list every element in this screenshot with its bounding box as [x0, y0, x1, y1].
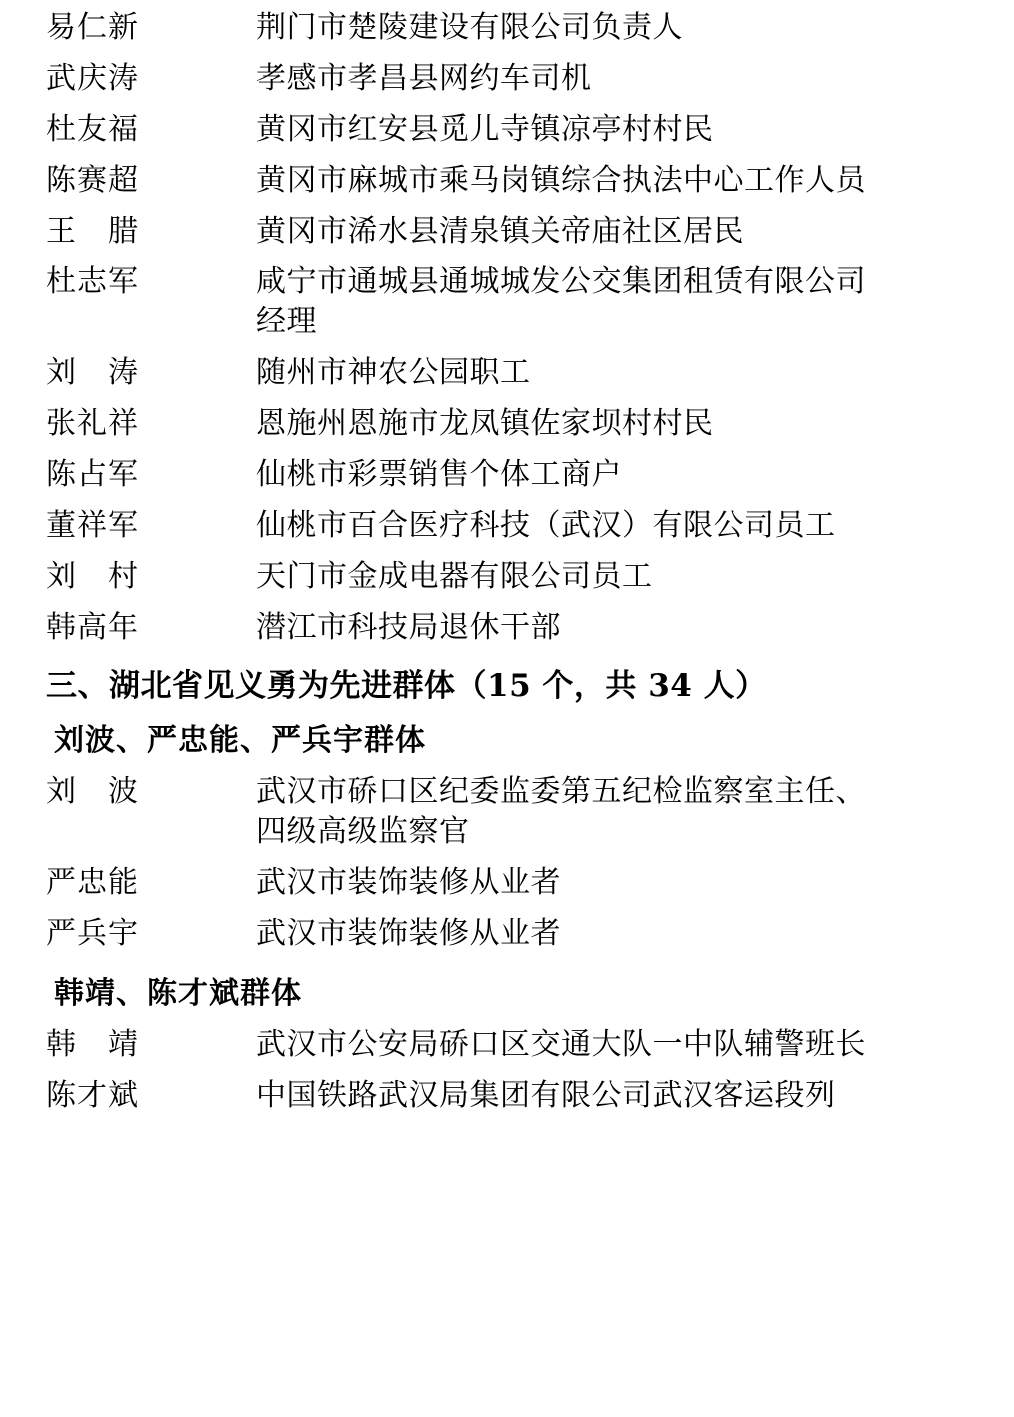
group-block — [46, 721, 968, 953]
group-heading: 刘波、严忠能、严兵宇群体 — [54, 723, 426, 759]
honoree-name: 陈赛超 — [46, 162, 139, 198]
honoree-name: 陈占军 — [46, 457, 139, 493]
honoree-name: 武庆涛 — [46, 60, 139, 96]
honoree-name: 韩高年 — [46, 609, 139, 645]
honoree-name: 陈才斌 — [46, 1077, 139, 1113]
list-item — [46, 914, 968, 954]
desc-line: 黄冈市浠水县清泉镇关帝庙社区居民 — [256, 213, 744, 249]
desc-line: 黄冈市麻城市乘马岗镇综合执法中心工作人员 — [256, 162, 866, 198]
honoree-description — [256, 110, 968, 150]
list-item — [46, 863, 968, 903]
honoree-description — [256, 353, 968, 393]
list-item — [46, 212, 968, 252]
desc-line: 黄冈市红安县觅儿寺镇凉亭村村民 — [256, 111, 714, 147]
desc-line: 武汉市公安局硚口区交通大队一中队辅警班长 — [256, 1026, 866, 1062]
list-item — [46, 608, 968, 648]
honoree-description — [256, 608, 968, 648]
desc-line: 仙桃市百合医疗科技（武汉）有限公司员工 — [256, 507, 836, 543]
section-title: 三、湖北省见义勇为先进群体 — [46, 667, 456, 704]
honoree-name: 韩 靖 — [46, 1026, 139, 1062]
list-item — [46, 506, 968, 546]
desc-line: 随州市神农公园职工 — [256, 355, 531, 391]
desc-line: 潜江市科技局退休干部 — [256, 609, 561, 645]
honoree-description — [256, 262, 968, 342]
honoree-description — [256, 914, 968, 954]
honoree-name: 刘 村 — [46, 558, 139, 594]
honoree-description — [256, 404, 968, 444]
honoree-description — [256, 1076, 968, 1116]
honoree-description — [256, 8, 968, 48]
list-item — [46, 8, 968, 48]
list-item — [46, 353, 968, 393]
list-item — [46, 1025, 968, 1065]
honoree-description — [256, 161, 968, 201]
honoree-description — [256, 863, 968, 903]
desc-line: 四级高级监察官 — [256, 813, 470, 849]
honoree-name: 刘 波 — [46, 773, 139, 809]
list-item — [46, 1076, 968, 1116]
desc-line: 武汉市装饰装修从业者 — [256, 864, 561, 900]
desc-line: 武汉市硚口区纪委监委第五纪检监察室主任、 — [256, 773, 866, 809]
desc-line: 孝感市孝昌县网约车司机 — [256, 60, 592, 96]
list-item — [46, 262, 968, 342]
list-item — [46, 404, 968, 444]
honoree-description — [256, 1025, 968, 1065]
honoree-name: 刘 涛 — [46, 355, 139, 391]
section-count: （15 个，共 34 人） — [455, 667, 767, 704]
honoree-name: 王 腊 — [46, 213, 139, 249]
honoree-name: 严兵宇 — [46, 915, 139, 951]
honoree-description — [256, 772, 968, 852]
list-item — [46, 455, 968, 495]
honoree-name: 张礼祥 — [46, 406, 139, 442]
desc-line: 经理 — [256, 304, 317, 340]
honoree-description — [256, 212, 968, 252]
honoree-description — [256, 455, 968, 495]
honoree-name: 杜志军 — [46, 264, 139, 300]
desc-line: 恩施州恩施市龙凤镇佐家坝村村民 — [256, 406, 714, 442]
honoree-name: 易仁新 — [46, 10, 139, 45]
honoree-description — [256, 506, 968, 546]
desc-line: 荆门市楚陵建设有限公司负责人 — [256, 10, 683, 45]
group-heading: 韩靖、陈才斌群体 — [54, 976, 302, 1012]
honoree-name: 杜友福 — [46, 111, 139, 147]
honoree-name: 董祥军 — [46, 507, 139, 543]
honoree-name: 严忠能 — [46, 864, 139, 900]
desc-line: 咸宁市通城县通城城发公交集团租赁有限公司 — [256, 264, 866, 300]
desc-line: 武汉市装饰装修从业者 — [256, 915, 561, 951]
desc-line: 天门市金成电器有限公司员工 — [256, 558, 653, 594]
desc-line: 中国铁路武汉局集团有限公司武汉客运段列 — [256, 1077, 836, 1113]
list-item — [46, 772, 968, 852]
list-item — [46, 59, 968, 99]
section-heading — [46, 666, 968, 708]
list-item — [46, 557, 968, 597]
desc-line: 仙桃市彩票销售个体工商户 — [256, 457, 622, 493]
honoree-description — [256, 59, 968, 99]
list-item — [46, 110, 968, 150]
group-block — [46, 964, 968, 1126]
list-item — [46, 161, 968, 201]
honoree-list-top — [46, 8, 968, 648]
honoree-description — [256, 557, 968, 597]
